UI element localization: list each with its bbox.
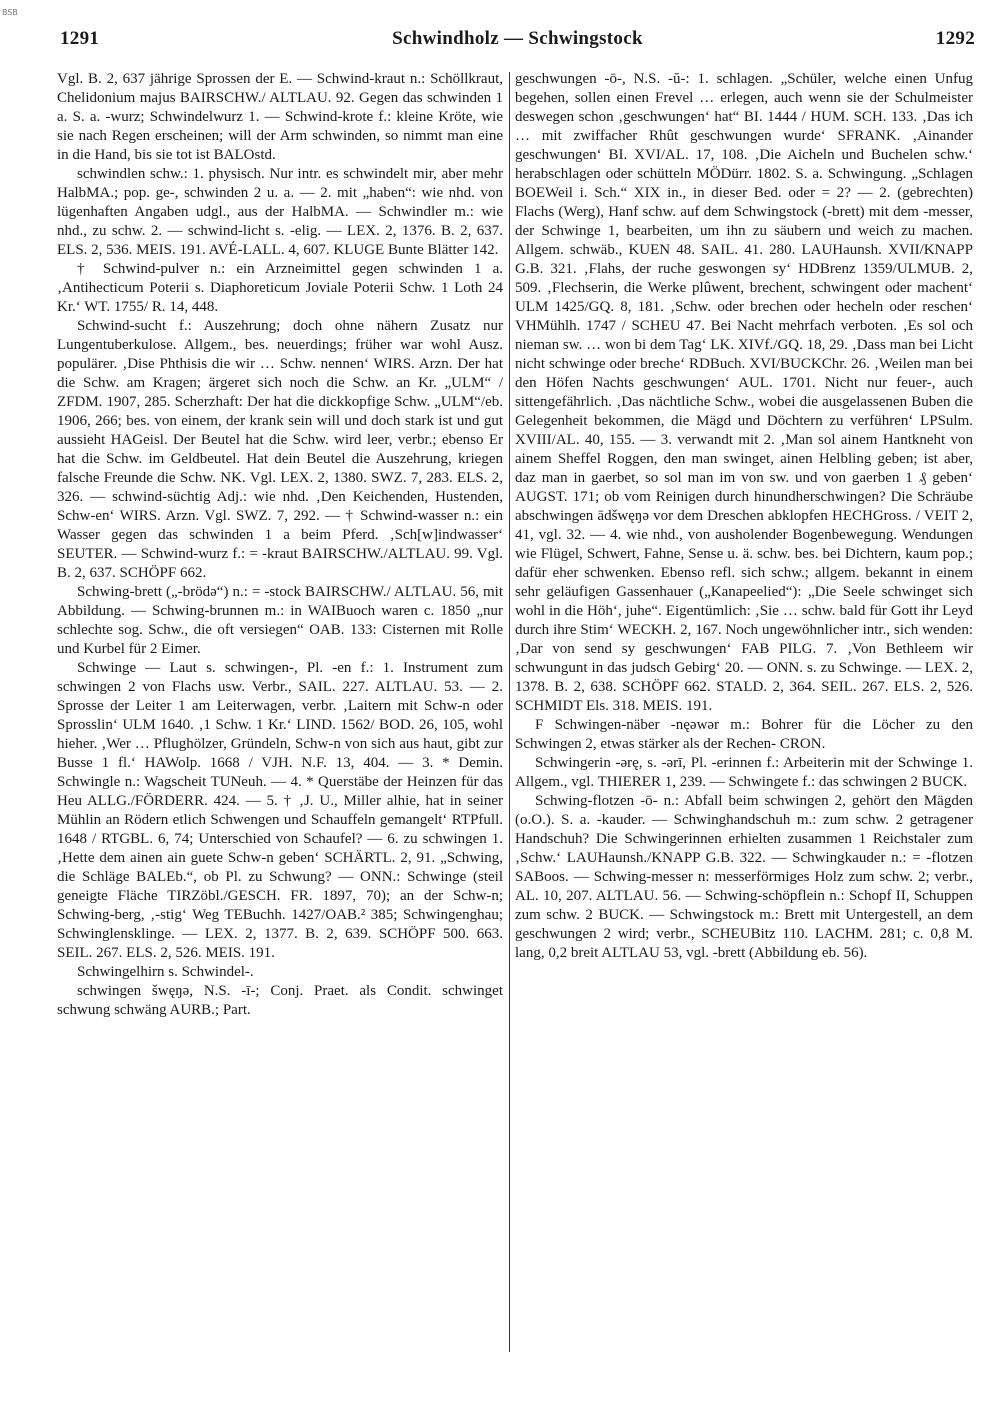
running-header xyxy=(60,24,975,56)
left-column xyxy=(57,70,503,1415)
entry-paragraph: Schwing-brett („-brödǝ“) n.: = -stock BAIRSCHW./ ALTLAU. 56, mit Abbildung. — Schwing-brunnen m.: in WAIBuoch waren c. 1850 „nur schlechte sog. Schw., die oft versiegen“ OAB. 133: Cisternen mit Rolle und Kurbel für 2 Eimer. xyxy=(57,584,503,657)
entry-paragraph: Schwind-sucht f.: Auszehrung; doch ohne nähern Zusatz nur Lungentuberkulose. Allgem., bes. neuerdings; früher war wohl Ausz. populärer. ‚Dise Phthisis die wir … Schw. nennen‘ WIRS. Arzn. Der hat die Schw. am Kragen; ärgeret sich noch die Schw. an Kr. „ULM“ / ZFDM. 1907, 285. Scherzhaft: Der hat die dickkopfige Schw. „ULM“/eb. 1906, 266; bes. von einem, der krank sein will und doch stark ist und gut aussieht HAGeisl. Der Beutel hat die Schw. wird leer, verbr.; ebenso Er hat die Schw. im Geldbeutel. Hat dein Beutel die Auszehrung, kriegen falsche Freunde die Schw. NK. Vgl. LEX. 2, 1380. SWZ. 7, 283. ELS. 2, 326. — schwind-süchtig Adj.: wie nhd. ‚Den Keichenden, Hustenden, Schw-en‘ WIRS. Arzn. Vgl. SWZ. 7, 292. — † Schwind-wasser n.: ein Wasser gegen das schwinden 1 a beim Pferd. ‚Sch[w]indwasser‘ SEUTER. — Schwind-wurz f.: = -kraut BAIRSCHW./ALTLAU. 99. Vgl. B. 2, 637. SCHÖPF 662. xyxy=(57,318,503,581)
entry-paragraph: Schwingerin -ǝrę, s. -ǝrī, Pl. -erinnen f.: Arbeiterin mit der Schwinge 1. Allgem., vgl. THIERER 1, 239. — Schwingete f.: das schwingen 2 BUCK. xyxy=(515,755,973,790)
entry-paragraph: † Schwind-pulver n.: ein Arzneimittel gegen schwinden 1 a. ‚Antihecticum Poterii s. Diaphoreticum Joviale Poterii Schw. 1 Loth 24 Kr.‘ WT. 1755/ R. 14, 448. xyxy=(57,261,503,315)
entry-paragraph: Vgl. B. 2, 637 jährige Sprossen der E. — Schwind-kraut n.: Schöllkraut, Chelidonium majus BAIRSCHW./ ALTLAU. 92. Gegen das schwinden 1 a. S. a. -wurz; Schwindelwurz 1. — Schwind-krote f.: kleine Kröte, wie sie nach Regen erscheinen; will der Arm schwinden, so nimmt man eine in die Hand, bis sie tot ist BALOstd. xyxy=(57,71,503,163)
column-divider xyxy=(509,72,510,1352)
entry-paragraph: Schwingelhirn s. Schwindel-. xyxy=(77,964,254,980)
entry-paragraph: Schwinge — Laut s. schwingen-, Pl. -en f.: 1. Instrument zum schwingen 2 von Flachs usw. Verbr., SAIL. 227. ALTLAU. 53. — 2. Sprosse der Leiter 1 am Leiterwagen, verbr. ‚Laitern mit Schw-n oder Sprosslin‘ ULM 1640. ‚1 Schw. 1 Kr.‘ LIND. 1562/ BOD. 26, 105, wohl hieher. ‚Wer … Pflughölzer, Gründeln, Schw-n von sich aus haut, gibt zur Busse 1 fl.‘ HAWolp. 1668 / VJH. N.F. 13, 404. — 3. * Demin. Schwingle n.: Wagscheit TUNeuh. — 4. * Querstäbe der Heinzen für das Heu ALLG./FÖRDERR. 424. — 5. † ‚J. U., Miller alhie, hat in seiner Mühlin an Rödern etlich Schwengen und Schauffeln gemangelt‘ RTPfull. 1648 / RTGBL. 6, 74; Unterschied von Schaufel? — 6. zu schwingen 1. ‚Hette dem ainen ain guete Schw-n geben‘ SCHÄRTL. 2, 91. „Schwing, die Schläge BALEb.“, ob Pl. zu Schwung? — ONN.: Schwinge (steil geneigte Fläche TIRZöbl./GESCH. FR. 1897, 70); an der Schw-n; Schwing-berg, ‚-stig‘ Weg TEBuchh. 1427/OAB.² 385; Schwingenghau; Schwinglensklinge. — LEX. 2, 1377. B. 2, 639. SCHÖPF 500. 663. SEIL. 267. ELS. 2, 526. MEIS. 191. xyxy=(57,660,503,961)
right-column xyxy=(515,70,973,1415)
right-page-number: 1292 xyxy=(935,28,975,49)
entry-paragraph: Schwing-flotzen -ō- n.: Abfall beim schwingen 2, gehört den Mägden (o.O.). S. a. -kauder. — Schwinghandschuh m.: zum schw. 2 getragener Handschuh? Die Schwingerinnen erhielten zusammen 1 Reichstaler zum ‚Schw.‘ LAUHaunsh./KNAPP G.B. 322. — Schwingkauder n.: = -flotzen SABoos. — Schwing-messer n: messerförmiges Holz zum schw. 2; verbr., AL. 10, 207. ALTLAU. 56. — Schwing-schöpflein n.: Schopf II, Schuppen zum schw. 2 BUCK. — Schwingstock m.: Brett mit Untergestell, an dem geschwungen 2 wird; verbr., SCHEUBitz 110. LACHM. 281; c. 0,8 M. lang, 0,2 breit ALTLAU 53, vgl. -brett (Abbildung eb. 56). xyxy=(515,793,973,961)
library-stamp: BSB xyxy=(2,8,18,17)
running-title: Schwindholz — Schwingstock xyxy=(392,28,643,49)
left-page-number: 1291 xyxy=(60,28,100,49)
entry-paragraph: schwingen šwęŋǝ, N.S. -ī-; Conj. Praet. als Condit. schwinget schwung schwäng AURB.; Part. xyxy=(57,983,503,1018)
entry-paragraph: geschwungen -ō-, N.S. -ŭ-: 1. schlagen. „Schüler, welche einen Unfug begehen, sollen einen Frevel … erlegen, auch wenn sie der Schulmeister deswegen schon ‚geschwungen‘ hat“ BI. 1444 / HUM. SCH. 133. ‚Das ich … mit zwiffacher Rhût geschwungen wurde‘ SFRANK. ‚Ainander geschwungen‘ BI. XVI/AL. 17, 108. ‚Die Aicheln und Buchelen schw.‘ herabschlagen oder schütteln MÖDürr. 1802. S. a. Schwingung. „Schlagen BOEWeil i. Sch.“ XIX in., in dieser Bed. oder = 2? — 2. (gebrechten) Flachs (Werg), Hanf schw. auf dem Schwingstock (-brett) mit dem -messer, der Schwinge 1, bearbeiten, um ihn zu säubern und weich zu machen. Allgem. schwäb., KUEN 48. SAIL. 41. 280. LAUHaunsh. XVII/KNAPP G.B. 321. ‚Flahs, der ruche geswongen sy‘ HDBrenz 1359/ULMUB. 2, 509. ‚Flechserin, die Werke plûwent, brechent, schwingent oder machent‘ ULM 1425/GQ. 8, 181. ‚Schw. oder brechen oder hecheln oder reschen‘ VHMühlh. 1747 / SCHEU 47. Bei Nacht mehrfach verboten. ‚Es sol och nieman sw. … won bi dem Tag‘ LK. XIVf./GQ. 18, 29. ‚Dass man bei Licht nicht schwinge oder breche‘ RDBuch. XVI/BUCKChr. 26. ‚Weilen man bei den Höfen Nachts geschwungen‘ AUL. 1701. Nicht nur feuer-, auch sittengefährlich. ‚Das nächtliche Schw., wobei die ausgelassenen Buben die Gelegenheit bekommen, die Mägd und Döchtern zu verführen‘ LPSulm. XVIII/AL. 40, 155. — 3. verwandt mit 2. ‚Man sol ainem Hantkneht von ainem Sheffel Roggen, den man swinget, ainen Helbling geben; ist aber, daz man in gaerbet, so sol man im von sw. und von gaerben 1 ₰ geben‘ AUGST. 171; ob vom Reinigen durch hinundherschwingen? Die Schräube abschwingen ādšwęŋǝ vor dem Dreschen abklopfen HECHGross. / VEIT 2, 41, vgl. 32. — 4. wie nhd., von ausholender Bogenbewegung. Wendungen wie Flügel, Schwert, Fahne, Sense u. ä. schw. bes. bei Dichtern, kaum pop.; dafür eher schwenken. Ebenso refl. sich schw.; allgem. bekannt in einem sehr geläufigen Gassenhauer („Kanapeelied“): „Die Seele schwinget sich wohl in die Höh‘, juhe“. Eigentümlich: ‚Sie … schw. bald für Gott ihr Leyd durch ihre Stim‘ WECKH. 2, 167. Noch ungewöhnlicher intr., sich wenden: ‚Dar von send sy geschwungen‘ FAB PILG. 7. ‚Von Bethleem wir schwungunt in das judsch Gebirg‘ 20. — ONN. s. zu Schwinge. — LEX. 2, 1378. B. 2, 638. SCHÖPF 662. STALD. 2, 364. SEIL. 267. ELS. 2, 526. SCHMIDT Els. 318. MEIS. 191. xyxy=(515,71,973,714)
entry-paragraph: F Schwingen-näber -nęǝwǝr m.: Bohrer für die Löcher zu den Schwingen 2, etwas stärker als der Rechen- CRON. xyxy=(515,717,973,752)
entry-paragraph: schwindlen schw.: 1. physisch. Nur intr. es schwindelt mir, aber mehr HalbMA.; pop. ge-, schwinden 2 u. a. — 2. mit „haben“: wie nhd. von lügenhaften Angaben udgl., aus der HalbMA. — Schwindler m.: wie nhd., zu schw. 2. — schwind-licht s. -elig. — LEX. 2, 1376. B. 2, 637. ELS. 2, 536. MEIS. 191. AVÉ-LALL. 4, 607. KLUGE Bunte Blätter 142. xyxy=(57,166,503,258)
